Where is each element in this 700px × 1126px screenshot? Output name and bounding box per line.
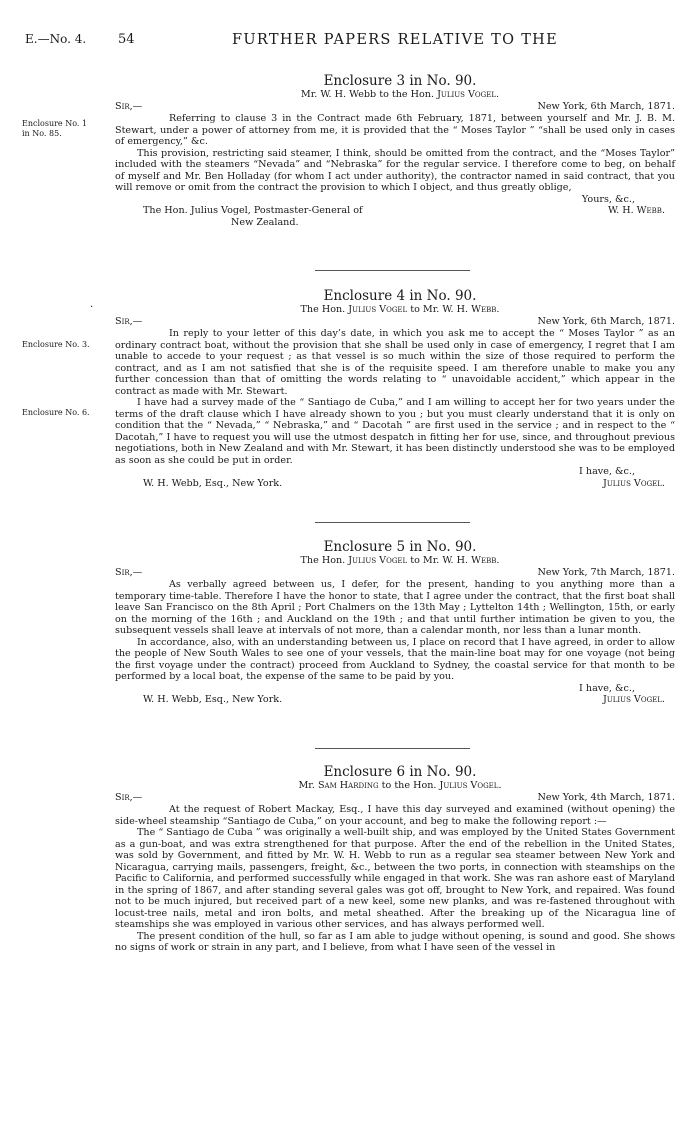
place-date: New York, 7th March, 1871. — [537, 567, 675, 578]
addressee: The Hon. Julius Vogel, Postmaster-General of — [143, 205, 363, 216]
document-reference: E.—No. 4. — [25, 32, 87, 46]
enclosure-title: Enclosure 5 in No. 90. — [323, 539, 477, 555]
margin-note-line: in No. 85. — [22, 129, 62, 138]
addressee: W. H. Webb, Esq., New York. — [143, 477, 283, 489]
page-number: 54 — [118, 32, 135, 47]
section-divider — [315, 748, 470, 749]
salutation-row — [115, 792, 675, 804]
margin-note-enclosure-6: Enclosure No. 6. — [22, 408, 90, 417]
closing: I have, &c., — [579, 466, 635, 477]
enclosure-title: Enclosure 4 in No. 90. — [323, 288, 477, 304]
letter-paragraph: In accordance, also, with an understanding between us, I place on record that I have agreed, in order to allow the people of New South Wales to see one of your vessels, that the main-line boat may for one voyage (not being the first voyage under the contract) proceed from Auckland to Sydney, the coastal service for that month to be performed by a local boat, the expense of the same to be paid by you. — [115, 636, 675, 682]
closing: I have, &c., — [579, 682, 635, 694]
signature-row — [115, 694, 675, 706]
enclosure-title: Enclosure 3 in No. 90. — [323, 73, 477, 89]
section-divider — [315, 270, 470, 271]
closing: Yours, &c., — [581, 193, 635, 205]
signature: Julius Vogel. — [603, 694, 665, 705]
enclosure-3 — [115, 73, 675, 229]
salutation-row — [115, 567, 675, 579]
enclosure-subheading: Mr. Sam Harding to the Hon. Julius Vogel. — [298, 780, 502, 791]
salutation: Sir,— — [115, 101, 143, 112]
place-date: New York, 6th March, 1871. — [537, 101, 675, 112]
enclosure-subheading: Mr. W. H. Webb to the Hon. Julius Vogel. — [300, 89, 500, 100]
letter-paragraph: This provision, restricting said steamer, I think, should be omitted from the contract, and the “Moses Taylor” included with the steamers “Nevada” and “Nebraska” for the regular service. I therefore come to beg, on behalf of myself and Mr. Ben Holladay (for whom I act under authority), the contractor named in said contract, that you will remove or omit from the contract the provision to which I object, and thus greatly oblige, — [115, 147, 675, 193]
enclosure-subheading: The Hon. Julius Vogel to Mr. W. H. Webb. — [300, 304, 500, 315]
margin-dot-icon: · — [90, 302, 94, 313]
running-title: FURTHER PAPERS RELATIVE TO THE — [232, 32, 559, 48]
salutation-row — [115, 101, 675, 113]
signature-row — [115, 478, 675, 490]
enclosure-5 — [115, 539, 675, 706]
letter-paragraph: At the request of Robert Mackay, Esq., I have this day surveyed and examined (without opening) the side-wheel steamship “Santiago de Cuba,” on your account, and beg to make the following report :— — [115, 804, 675, 827]
salutation: Sir,— — [115, 316, 143, 327]
place-date: New York, 6th March, 1871. — [537, 316, 675, 327]
letter-paragraph: The “ Santiago de Cuba ” was originally a well-built ship, and was employed by the United States Government as a gun-boat, and was extra strengthened for that purpose. After the end of the rebellion in the United States, was sold by Government, and fitted by Mr. W. H. Webb to run as a regular sea steamer between New York and Nicaragua, carrying mails, passengers, freight, &c., between the two ports, in connection with steamships on the Pacific to California, and performed successfully while engaged in that work. She was ran ashore east of Maryland in the spring of 1867, and after standing several gales was got off, brought to New York, and repaired. Was found not to be much injured, but received part of a new keel, some new planks, and was re-fastened throughout with locust-tree nails, metal and iron bolts, and metal sheathed. After the breaking up of the Nicaragua line of steamships she was employed in various other services, and has always performed well. — [115, 827, 675, 930]
place-date: New York, 4th March, 1871. — [537, 792, 675, 803]
addressee: W. H. Webb, Esq., New York. — [143, 694, 283, 705]
enclosure-4 — [115, 288, 675, 490]
letter-paragraph: As verbally agreed between us, I defer, for the present, handing to you anything more than a temporary time-table. Therefore I have the honor to state, that I agree under the contract, that the first boat shall leave San Francisco on the 8th April ; Port Chalmers on the 13th May ; Lyttelton 14th ; Wellington, 15th, or early on the morning of the 16th ; and Auckland on the 19th ; and that until further intimation be given to you, the subsequent vessels shall leave at intervals of not more, than a calendar month, nor less than a lunar month. — [115, 579, 675, 636]
page-header — [0, 32, 700, 52]
margin-note-enclosure-3: Enclosure No. 3. — [22, 340, 90, 349]
salutation: Sir,— — [115, 567, 143, 578]
section-divider — [315, 522, 470, 523]
margin-note-line: Enclosure No. 1 — [22, 119, 88, 128]
enclosure-6 — [115, 764, 675, 954]
signature: W. H. Webb. — [607, 205, 665, 216]
signature-row — [115, 205, 675, 217]
letter-paragraph: The present condition of the hull, so far as I am able to judge without opening, is sound and good. She shows no signs of work or strain in any part, and I believe, from what I have seen of the vessel in — [115, 930, 675, 953]
margin-note-enclosure-1 — [22, 119, 112, 139]
enclosure-title: Enclosure 6 in No. 90. — [323, 764, 477, 780]
addressee-continued: New Zealand. — [231, 217, 299, 228]
letter-paragraph: I have had a survey made of the “ Santiago de Cuba,” and I am willing to accept her for two years under the terms of the draft clause which I have already shown to you ; but you must clearly understand that it is only on condition that the “ Nevada,” “ Nebraska,” and “ Dacotah ” are first used in the service ; and in respect to the “ Dacotah,” I have to request you will use the utmost despatch in fitting her for use, since, and throughout previous negotiations, both in New Zealand and with Mr. Stewart, it has been distinctly understood she was to be employed as soon as she could be put in order. — [115, 397, 675, 466]
signature: Julius Vogel. — [603, 477, 665, 489]
salutation: Sir,— — [115, 792, 143, 803]
enclosure-subheading: The Hon. Julius Vogel to Mr. W. H. Webb. — [300, 555, 500, 566]
letter-paragraph: Referring to clause 3 in the Contract made 6th February, 1871, between yourself and Mr. J. B. M. Stewart, under a power of attorney from me, it is provided that the “ Moses Taylor ” “shall be used only in cases of emergency,” &c. — [115, 113, 675, 147]
salutation-row — [115, 316, 675, 328]
letter-paragraph: In reply to your letter of this day’s date, in which you ask me to accept the “ Moses Taylor ” as an ordinary contract boat, without the provision that she shall be used only in case of emergency, I regret that I am unable to accede to your request ; as that vessel is so much within the size of those required to perform the contract, and as I am not satisfied that she is of the requisite speed. I am therefore unable to make you any further concession than that of omitting the words relating to “ unavoidable accident,” which appear in the contract as made with Mr. Stewart. — [115, 328, 675, 397]
